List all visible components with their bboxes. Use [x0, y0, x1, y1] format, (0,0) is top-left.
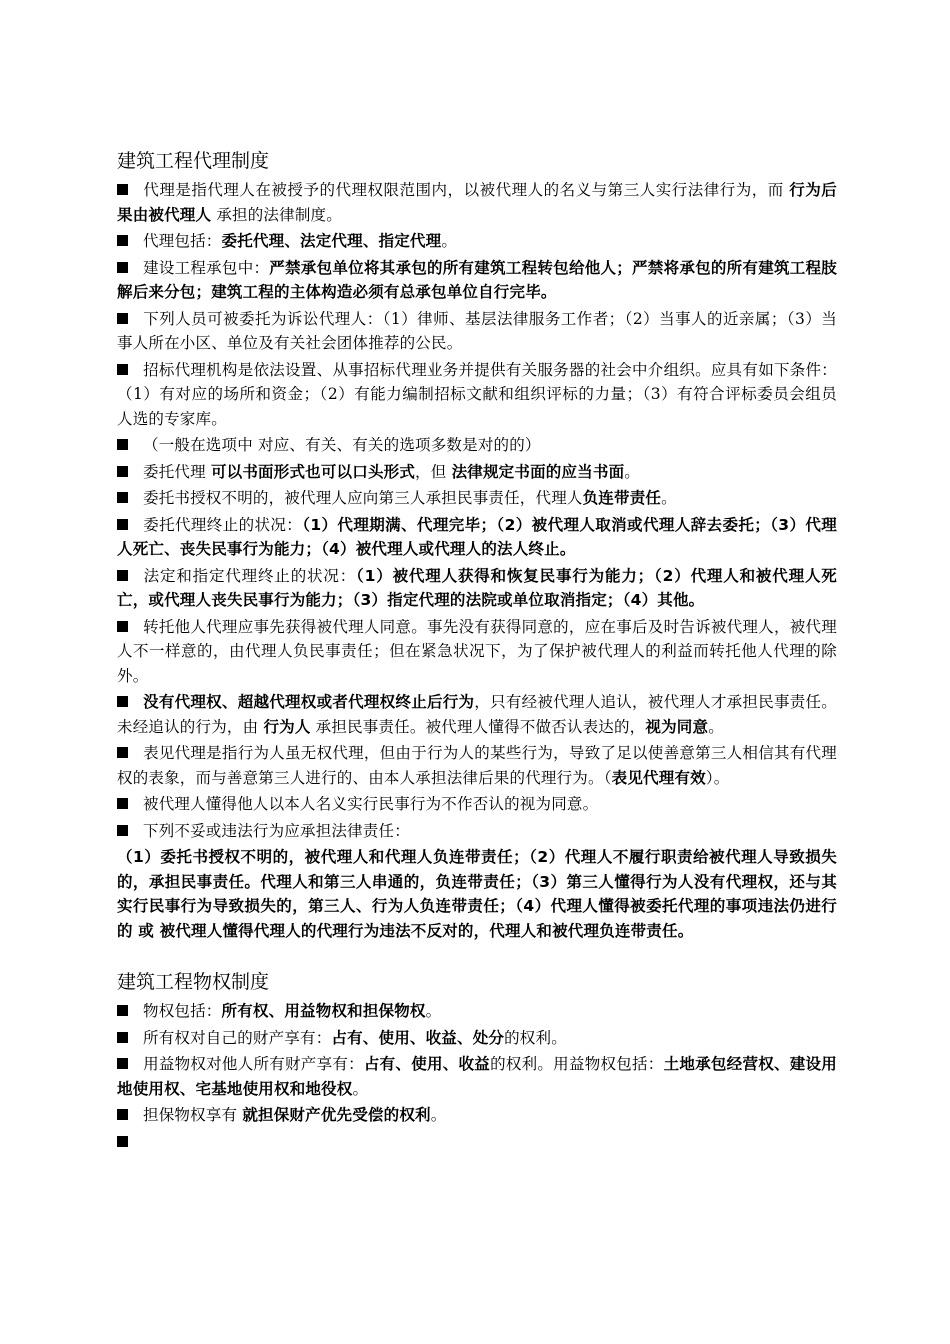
square-bullet-icon [117, 825, 128, 836]
text-run: 代理是指代理人在被授予的代理权限范围内，以被代理人的名义与第三人实行法律行为，而 [143, 181, 790, 199]
text-run: 委托代理 [143, 462, 211, 481]
text-run: ，但 [415, 462, 452, 481]
bold-text-run: 占有、使用、收益 [363, 1055, 491, 1073]
text-run: 。 [425, 1002, 442, 1020]
bold-text-run: （1）被代理人获得和恢复民事行为能力；（2）代理人和被代理人死亡，或代理人丧失民事行为能力；（3）指定代理的法院或单位取消指定；（4）其他。 [117, 566, 837, 609]
square-bullet-icon [117, 466, 128, 477]
text-run: 承担的法律制度。 [211, 205, 342, 224]
square-bullet-icon [117, 1032, 128, 1043]
bold-text-run: 负连带责任 [582, 489, 662, 507]
text-run: 被代理人懂得他人以本人名义实行民事行为不作否认的视为同意。 [143, 795, 599, 813]
square-bullet-icon [117, 621, 128, 632]
text-run: 招标代理机构是依法设置、从事招标代理业务并提供有关服务器的社会中介组织。应具有如下条件：（1）有对应的场所和资金；（2）有能力编制招标文献和组织评标的力量；（3）有符合评标委员会组员人选的专家库。 [117, 360, 837, 428]
bold-text-run: 占有、使用、收益、处分 [331, 1028, 505, 1047]
paragraph [117, 564, 837, 613]
square-bullet-icon [117, 262, 128, 273]
bold-text-run: （1）代理期满、代理完毕；（2）被代理人取消或代理人辞去委托；（3）代理人死亡、丧失民事行为能力；（4）被代理人或代理人的法人终止。 [117, 515, 837, 558]
text-run: 转托他人代理应事先获得被代理人同意。事先没有获得同意的，应在事后及时告诉被代理人，被代理人不一样意的，由代理人负民事责任；但在紧急状况下，为了保护被代理人的利益而转托他人代理的除外。 [117, 617, 837, 685]
square-bullet-icon [117, 696, 128, 707]
text-run: 表见代理是指行为人虽无权代理，但由于行为人的某些行为，导致了足以使善意第三人相信其有代理权的表象，而与善意第三人进行的、由本人承担法律后果的代理行为。（ [117, 744, 837, 787]
bold-text-run: 所有权、用益物权和担保物权 [221, 1002, 426, 1020]
paragraph [117, 358, 837, 432]
paragraph [117, 819, 837, 844]
text-run: 下列人员可被委托为诉讼代理人：（1）律师、基层法律服务工作者；（2）当事人的近亲属；（3）当事人所在小区、单位及有关社会团体推荐的公民。 [117, 309, 837, 352]
square-bullet-icon [117, 313, 128, 324]
square-bullet-icon [117, 570, 128, 581]
bold-text-run: 土地承包经营权、建设用地使用权、宅基地使用权和地役权 [117, 1055, 837, 1098]
paragraph [117, 1103, 837, 1128]
paragraph [117, 433, 837, 458]
square-bullet-icon [117, 439, 128, 450]
square-bullet-icon [117, 235, 128, 246]
text-run: 代理包括： [143, 232, 222, 250]
text-run: 所有权对自己的财产享有： [143, 1028, 332, 1047]
paragraph [117, 690, 837, 739]
text-run: （一般在选项中 对应、有关、有关的选项多数是对的的） [143, 436, 541, 454]
bold-text-run: 表见代理有效 [611, 768, 706, 787]
paragraph [117, 486, 837, 511]
document-page [117, 148, 837, 1156]
paragraph [117, 513, 837, 562]
text-run: 。 [708, 717, 724, 736]
square-bullet-icon [117, 1109, 128, 1120]
text-run: ）。 [705, 768, 730, 787]
bold-text-run: （1）委托书授权不明的，被代理人和代理人负连带责任；（2）代理人不履行职责给被代理人导致损失的，承担民事责任。代理人和第三人串通的，负连带责任；（3）第三人懂得行为人没有代理权，还与其实行民事行为导致损失的，第三人、行为人负连带责任；（4）代理人懂得被委托代理的事项违法仍进行的 或 被代理人懂得代理人的代理行为违法不反对的，代理人和被代理负连带责任。 [117, 848, 837, 940]
text-run: 。 [441, 232, 458, 250]
square-bullet-icon [117, 1005, 128, 1016]
text-run: 。 [661, 489, 677, 507]
bold-text-run: 可以书面形式也可以口头形式 [210, 462, 416, 481]
paragraph [117, 792, 837, 817]
square-bullet-icon [117, 747, 128, 758]
paragraph [117, 999, 837, 1024]
text-run: 委托代理终止的状况： [143, 515, 303, 534]
bold-text-run: 委托代理、法定代理、指定代理 [221, 232, 442, 250]
text-run: 下列不妥或违法行为应承担法律责任： [143, 821, 410, 840]
paragraph [117, 307, 837, 356]
text-run: 。 [430, 1106, 447, 1124]
bold-text-run: 就担保财产优先受偿的权利 [242, 1106, 431, 1124]
paragraph [117, 1026, 837, 1051]
bold-text-run: 行为人 [263, 717, 311, 736]
text-run: 承担民事责任。被代理人懂得不做否认表达的， [310, 717, 646, 736]
bold-text-run: 行为后果由被代理人 [117, 181, 837, 224]
text-run: 委托书授权不明的，被代理人应向第三人承担民事责任，代理人 [143, 489, 583, 507]
text-run: 物权包括： [143, 1002, 222, 1020]
square-bullet-icon [117, 184, 128, 195]
text-run: 建设工程承包中： [143, 258, 270, 277]
paragraph [117, 256, 837, 305]
paragraph [117, 1130, 837, 1155]
paragraph [117, 229, 837, 254]
text-run: ，只有经被代理人追认，被代理人才承担民事责任。未经追认的行为，由 [117, 693, 837, 736]
paragraph [117, 845, 837, 943]
text-run: 担保物权享有 [143, 1106, 243, 1124]
text-run: 。 [624, 462, 640, 481]
bold-text-run: 严禁承包单位将其承包的所有建筑工程转包给他人；严禁将承包的所有建筑工程肢解后来分包；建筑工程的主体构造必须有总承包单位自行完毕。 [117, 258, 838, 301]
paragraph [117, 178, 837, 227]
text-run: 用益物权对他人所有财产享有： [143, 1055, 364, 1073]
text-run: 。 [352, 1079, 369, 1098]
text-run: 法定和指定代理终止的状况： [143, 566, 357, 585]
square-bullet-icon [117, 492, 128, 503]
square-bullet-icon [117, 519, 128, 530]
text-run: 的权利。 [504, 1028, 567, 1047]
paragraph [117, 615, 837, 689]
paragraph [117, 460, 837, 485]
square-bullet-icon [117, 1058, 128, 1069]
square-bullet-icon [117, 798, 128, 809]
text-run: 的权利。用益物权包括： [490, 1055, 664, 1073]
section-heading: 建筑工程代理制度 [117, 150, 270, 172]
bold-text-run: 视为同意 [645, 717, 709, 736]
square-bullet-icon [117, 364, 128, 375]
section-heading: 建筑工程物权制度 [117, 971, 270, 993]
bold-text-run: 没有代理权、超越代理权或者代理权终止后行为 [143, 693, 475, 711]
bold-text-run: 法律规定书面的应当书面 [451, 462, 625, 481]
paragraph [117, 1052, 837, 1101]
square-bullet-icon [117, 1136, 128, 1147]
paragraph [117, 741, 837, 790]
